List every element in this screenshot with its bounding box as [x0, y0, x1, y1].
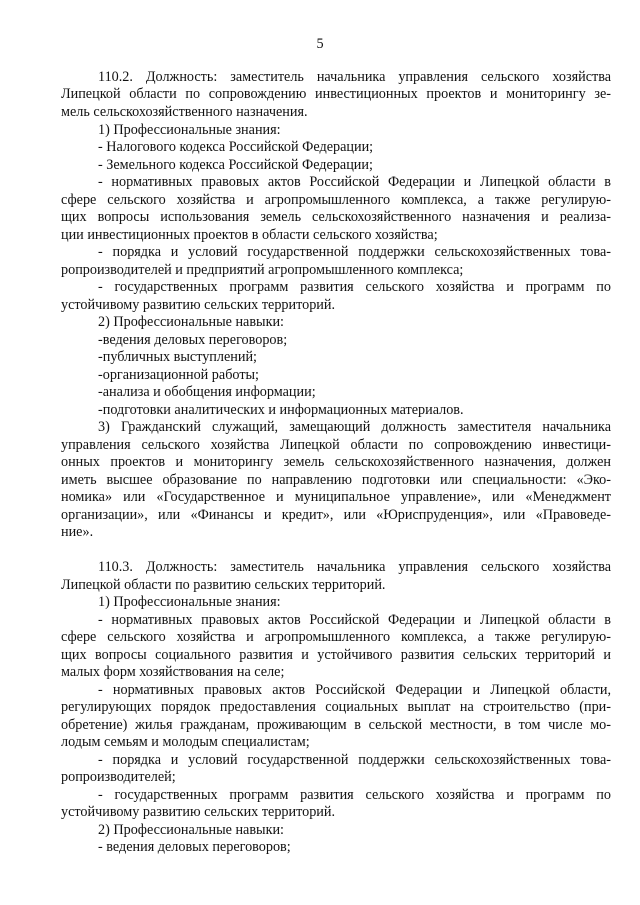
text-line: ции инвестиционных проектов в области сельского хозяйства; — [61, 227, 438, 243]
text-line: - Земельного кодекса Российской Федерации; — [98, 157, 373, 173]
text-line: устойчивому развитию сельских территорий. — [61, 804, 336, 820]
page-number: 5 — [316, 36, 324, 52]
text-line: ропроизводителей и предприятий агропромышленного комплекса; — [61, 262, 464, 278]
text-line: -ведения деловых переговоров; — [98, 332, 288, 348]
text-line: -подготовки аналитических и информационных материалов. — [98, 402, 464, 418]
text-line: сфере сельского хозяйства и агропромышленного комплекса, а также регулирую- — [61, 192, 611, 208]
text-line: устойчивому развитию сельских территорий. — [61, 297, 336, 313]
text-line: 110.3. Должность: заместитель начальника управления сельского хозяйства — [98, 559, 611, 575]
text-line: мель сельскохозяйственного назначения. — [61, 104, 308, 120]
text-line: 1) Профессиональные знания: — [98, 594, 281, 610]
text-line: - государственных программ развития сельского хозяйства и программ по — [98, 279, 611, 295]
text-line: Липецкой области по сопровождению инвестиционных проектов и мониторингу зе- — [61, 86, 611, 102]
text-line: управления сельского хозяйства Липецкой области по сопровождению инвестици- — [61, 437, 611, 453]
text-line: ние». — [61, 524, 94, 540]
text-line: онных проектов и мониторингу земель сельскохозяйственного назначения, должен — [61, 454, 611, 470]
text-line: - Налогового кодекса Российской Федерации; — [98, 139, 374, 155]
text-line: 3) Гражданский служащий, замещающий должность заместителя начальника — [98, 419, 611, 435]
text-line: организации», или «Финансы и кредит», или «Юриспруденция», или «Правоведе- — [61, 507, 611, 523]
text-line: 2) Профессиональные навыки: — [98, 314, 285, 330]
text-line: - государственных программ развития сельского хозяйства и программ по — [98, 787, 611, 803]
text-line: - нормативных правовых актов Российской Федерации и Липецкой области в — [98, 174, 611, 190]
text-line: обретение) жилья гражданам, проживающим в сельской местности, в том числе мо- — [61, 717, 611, 733]
text-line: иметь высшее образование по направлению подготовки или специальности: «Эко- — [61, 472, 611, 488]
text-line: - порядка и условий государственной поддержки сельскохозяйственных това- — [98, 752, 611, 768]
text-line: 1) Профессиональные знания: — [98, 122, 281, 138]
text-line: номика» или «Государственное и муниципальное управление», или «Менеджмент — [61, 489, 611, 505]
text-line: - нормативных правовых актов Российской Федерации и Липецкой области в — [98, 612, 611, 628]
text-line: - порядка и условий государственной поддержки сельскохозяйственных това- — [98, 244, 611, 260]
text-line: сфере сельского хозяйства и агропромышленного комплекса, а также регулирую- — [61, 629, 611, 645]
text-line: Липецкой области по развитию сельских территорий. — [61, 577, 386, 593]
text-line: -публичных выступлений; — [98, 349, 257, 365]
text-line: малых форм хозяйствования на селе; — [61, 664, 285, 680]
text-line: щих вопросы социального развития и устойчивого развития сельских территорий и — [61, 647, 611, 663]
text-line: 110.2. Должность: заместитель начальника управления сельского хозяйства — [98, 69, 611, 85]
text-line: -организационной работы; — [98, 367, 260, 383]
text-line: -анализа и обобщения информации; — [98, 384, 316, 400]
text-line: регулирующих порядок предоставления социальных выплат на строительство (при- — [61, 699, 611, 715]
text-line: - нормативных правовых актов Российской Федерации и Липецкой области, — [98, 682, 611, 698]
text-line: щих вопросы использования земель сельскохозяйственного назначения и реализа- — [61, 209, 611, 225]
text-line: ропроизводителей; — [61, 769, 176, 785]
text-line: лодым семьям и молодым специалистам; — [61, 734, 310, 750]
text-line: - ведения деловых переговоров; — [98, 839, 291, 855]
text-line: 2) Профессиональные навыки: — [98, 822, 285, 838]
